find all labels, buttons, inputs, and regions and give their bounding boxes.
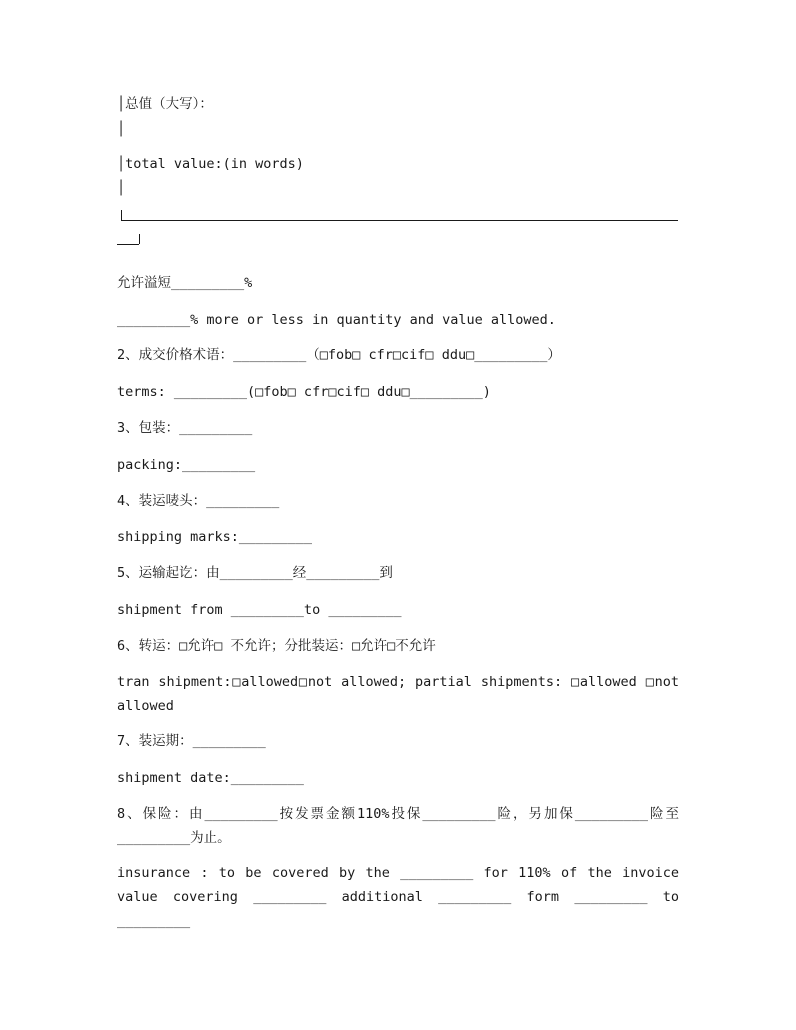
shipment-date-en-line: shipment date:_________ [117, 770, 304, 786]
packing-en-line: packing:_________ [117, 457, 256, 473]
shipping-marks-en-line: shipping marks:_________ [117, 529, 313, 545]
shipment-date-cn-line: 7、装运期：_________ [117, 733, 266, 749]
shipping-marks-cn-line: 4、装运唛头：_________ [117, 493, 280, 509]
table-corner-bottom-left [121, 210, 122, 220]
price-terms-en-line: terms: _________(□fob□ cfr□cif□ ddu□_________) [117, 384, 491, 400]
tolerance-cn-line: 允许溢短_________% [117, 275, 253, 291]
table-border-bottom [121, 220, 678, 221]
insurance-cn-line: 8、保险：由_________按发票金额110%投保_________险，另加保_________险至_________为止。 [117, 806, 679, 846]
packing-cn-line: 3、包装：_________ [117, 420, 253, 436]
total-value-en-label: │total value:(in words) [117, 156, 304, 172]
transshipment-en-line: tran shipment:□allowed□not allowed; partial shipments: □allowed □not allowed [117, 674, 679, 714]
transport-route-cn-line: 5、运输起讫：由_________经_________到 [117, 565, 393, 581]
table-border-bottom-tail [117, 244, 139, 245]
insurance-en-line: insurance : to be covered by the _________ for 110% of the invoice value covering _________ additional _________ form _________ to _________ [117, 865, 679, 929]
transshipment-cn-line: 6、转运：□允许□ 不允许；分批装运：□允许□不允许 [117, 638, 436, 654]
table-border-left: │ [117, 180, 126, 196]
table-corner-bottom-right [139, 234, 140, 244]
table-border-left: │ [117, 121, 126, 137]
total-value-cn-label: │总值（大写）： [117, 96, 213, 112]
tolerance-en-line: _________% more or less in quantity and value allowed. [117, 312, 556, 328]
price-terms-cn-line: 2、成交价格术语：_________（□fob□ cfr□cif□ ddu□_________） [117, 347, 561, 363]
transport-route-en-line: shipment from _________to _________ [117, 602, 402, 618]
